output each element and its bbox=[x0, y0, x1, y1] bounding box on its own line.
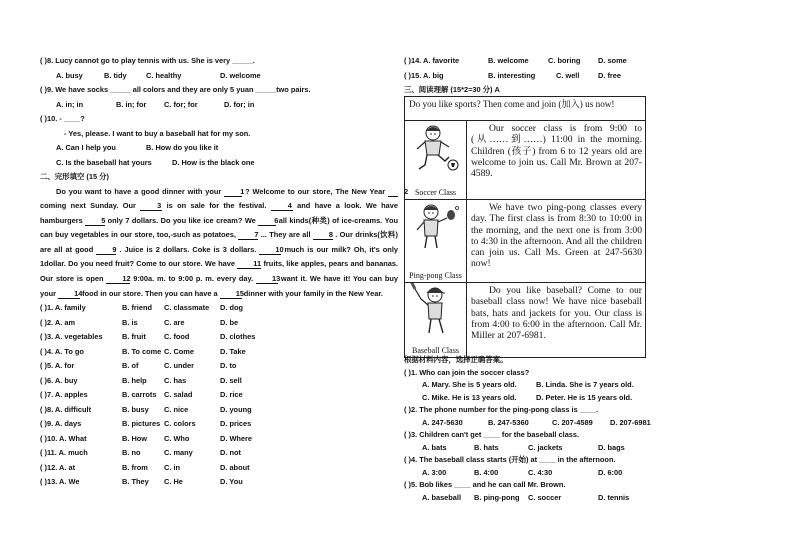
passage-text: coming next Sunday. Our bbox=[40, 201, 136, 211]
dialogue-line: - Yes, please. I want to buy a baseball hat for my son. bbox=[64, 128, 251, 138]
option-b: B. interesting bbox=[488, 70, 536, 80]
cloze-question-5 bbox=[40, 359, 398, 374]
option-a: ( )5. A. for bbox=[40, 361, 75, 371]
option-d: D. young bbox=[220, 404, 252, 414]
passage-text: only 7 dollars. Do you like ice cream? We bbox=[107, 215, 256, 225]
option-a: ( )11. A. much bbox=[40, 448, 88, 458]
option-d: D. prices bbox=[220, 419, 252, 429]
blank-6: 6 bbox=[258, 216, 276, 226]
option-d: D. tennis bbox=[598, 492, 630, 502]
passage-text: all kinds(种类) of ice-creams. You can buy vegetables in our store, too,-such as potatoes, bbox=[40, 215, 398, 240]
option-d: D. rice bbox=[220, 390, 243, 400]
option-c: C. boring bbox=[548, 56, 581, 65]
option-a: A. in; in bbox=[56, 99, 84, 109]
option-a: A. busy bbox=[56, 70, 83, 80]
option-c: C. Is the baseball hat yours bbox=[56, 157, 152, 167]
option-b: B. How do you like it bbox=[146, 143, 219, 152]
section-2-heading bbox=[40, 170, 398, 185]
question-14 bbox=[404, 54, 654, 69]
reading-question-5 bbox=[404, 479, 654, 492]
option-d: D. free bbox=[598, 70, 622, 80]
question-15 bbox=[404, 69, 654, 84]
question-stem: ( )9. We have socks _____ all colors and they are only 5 yuan _____two pairs. bbox=[40, 85, 311, 94]
passage-text: dinner with your family in the New Year. bbox=[243, 288, 383, 298]
question-stem: ( )8. Lucy cannot go to play tennis with us. She is very _____. bbox=[40, 56, 255, 65]
option-d: D. be bbox=[220, 317, 239, 327]
option-a: ( )12. A. at bbox=[40, 462, 76, 472]
cloze-question-13 bbox=[40, 475, 398, 490]
soccer-player-icon bbox=[405, 121, 465, 181]
option-a: A. bats bbox=[422, 442, 447, 452]
blank-15: 15 bbox=[220, 289, 242, 299]
table-row-baseball bbox=[405, 283, 645, 357]
option-d: D. welcome bbox=[220, 70, 261, 80]
question-stem: ( )3. Children can't get ____ for the baseball class. bbox=[404, 430, 580, 439]
option-c: C. are bbox=[164, 317, 185, 327]
option-c: C. healthy bbox=[146, 70, 182, 80]
option-a: ( )8. A. difficult bbox=[40, 404, 92, 414]
row-caption: Ping-pong Class bbox=[409, 271, 462, 280]
option-d: D. about bbox=[220, 462, 250, 472]
section-title: 三、阅读理解 (15*2=30 分) A bbox=[404, 85, 500, 94]
option-d: D. for; in bbox=[224, 99, 255, 109]
question-10-line2 bbox=[40, 127, 398, 142]
cloze-question-8 bbox=[40, 403, 398, 418]
option-d: D. 6:00 bbox=[598, 467, 623, 477]
option-d: D. Take bbox=[220, 346, 246, 356]
option-b: B. They bbox=[122, 477, 149, 487]
reading-question-list bbox=[404, 367, 654, 505]
question-stem: ( )5. Bob likes ____ and he can call Mr. Brown. bbox=[404, 480, 566, 489]
cloze-question-6 bbox=[40, 374, 398, 389]
question-stem: ( )10. - ____? bbox=[40, 114, 85, 123]
passage-text: food in our store. Then you can have a bbox=[82, 288, 218, 298]
option-a: ( )4. A. To go bbox=[40, 346, 84, 356]
passage-text: is on sale for the festival. bbox=[166, 201, 267, 211]
question-8-options bbox=[40, 69, 398, 84]
pingpong-player-icon bbox=[405, 200, 465, 260]
cloze-question-1 bbox=[40, 301, 398, 316]
reading-question-3-options bbox=[404, 442, 654, 455]
row-caption: Soccer Class bbox=[414, 188, 457, 197]
cloze-question-11 bbox=[40, 446, 398, 461]
soccer-ad-text: Our soccer class is from 9:00 to (从……到……) 11:00 in the morning. Children (孩子) from 6 to 12 years old are welcome to join us. Call Mr. Brown at 207-4589. bbox=[471, 123, 642, 180]
option-c: C. He bbox=[164, 477, 183, 487]
option-c: C. 4:30 bbox=[528, 467, 553, 477]
option-b: B. in; for bbox=[116, 99, 147, 109]
reading-question-1-options bbox=[404, 392, 654, 405]
cloze-question-10 bbox=[40, 432, 398, 447]
option-c: C. has bbox=[164, 375, 187, 385]
option-b: B. ping-pong bbox=[474, 492, 520, 502]
blank-11: 11 bbox=[237, 259, 261, 269]
option-c: C. salad bbox=[164, 390, 193, 400]
option-b: B. To come bbox=[122, 346, 162, 356]
blank-14: 14 bbox=[58, 289, 80, 299]
option-b: B. How bbox=[122, 433, 148, 443]
option-a: ( )13. A. We bbox=[40, 477, 80, 487]
option-a: ( )1. A. family bbox=[40, 303, 86, 313]
option-a: A. baseball bbox=[422, 492, 462, 502]
option-b: B. friend bbox=[122, 303, 152, 313]
option-a: ( )15. A. big bbox=[404, 70, 444, 80]
cloze-question-7 bbox=[40, 388, 398, 403]
option-b: B. help bbox=[122, 375, 147, 385]
option-c: C. Come bbox=[164, 346, 194, 356]
cloze-question-list bbox=[40, 301, 398, 490]
option-d: D. Peter. He is 15 years old. bbox=[536, 392, 633, 402]
option-b: B. hats bbox=[474, 442, 499, 452]
option-b: B. fruit bbox=[122, 332, 146, 342]
question-stem: ( )1. Who can join the soccer class? bbox=[404, 367, 530, 377]
option-a: A. 3:00 bbox=[422, 467, 447, 477]
option-c: C. Mike. He is 13 years old. bbox=[422, 392, 517, 402]
cloze-question-2 bbox=[40, 316, 398, 331]
option-a: ( )3. A. vegetables bbox=[40, 332, 103, 342]
option-c: C. under bbox=[164, 361, 194, 371]
question-stem: ( )4. The baseball class starts (开始) at ____ in the afternoon. bbox=[404, 455, 616, 464]
reading-question-1-options bbox=[404, 379, 654, 392]
baseball-ad-text: Do you like baseball? Come to our baseball class now! We have nice baseball bats, hats and jackets for you. Our class is from 4:00 to 6:00 in the afternoon. Call Mr. Miller at 207-6981. bbox=[471, 285, 642, 342]
option-d: D. Where bbox=[220, 433, 253, 443]
cloze-question-9 bbox=[40, 417, 398, 432]
passage-text: fruits, like apples, pears and bananas. Our store is open bbox=[40, 259, 398, 284]
soccer-picture bbox=[405, 121, 467, 199]
reading-question-3 bbox=[404, 429, 654, 442]
passage-text: . Juice is 2 dollars. Coke is 3 dollars. bbox=[119, 244, 257, 254]
option-a: ( )10. A. What bbox=[40, 433, 87, 443]
table-row-soccer bbox=[405, 121, 645, 200]
option-b: B. from bbox=[122, 462, 148, 472]
question-8 bbox=[40, 54, 398, 69]
option-c: C. colors bbox=[164, 419, 196, 429]
option-a: ( )14. A. favorite bbox=[404, 56, 460, 65]
option-b: B. of bbox=[122, 361, 139, 371]
blank-3: 3 bbox=[140, 201, 162, 211]
option-d: D. How is the black one bbox=[172, 157, 255, 167]
right-column-top bbox=[404, 54, 654, 98]
option-b: B. welcome bbox=[488, 56, 529, 65]
table-row-pingpong bbox=[405, 200, 645, 283]
reading-question-5-options bbox=[404, 492, 654, 505]
option-b: B. is bbox=[122, 317, 138, 327]
cloze-question-12 bbox=[40, 461, 398, 476]
option-c: C. jackets bbox=[528, 442, 563, 452]
baseball-picture bbox=[405, 283, 467, 357]
option-c: C. soccer bbox=[528, 492, 562, 502]
reading-question-4 bbox=[404, 454, 654, 467]
option-c: C. 207-4589 bbox=[552, 417, 593, 427]
passage-text: want it. We have it! You can buy your bbox=[40, 274, 398, 298]
passage-text: 9:00a. m. to 9:00 p. m. every day. bbox=[133, 274, 254, 284]
cloze-question-4 bbox=[40, 345, 398, 360]
blank-13: 13 bbox=[256, 274, 278, 284]
option-a: ( )9. A. days bbox=[40, 419, 82, 429]
option-b: B. 4:00 bbox=[474, 467, 499, 477]
option-b: B. Linda. She is 7 years old. bbox=[536, 380, 634, 389]
option-d: D. to bbox=[220, 361, 237, 371]
option-b: B. carrots bbox=[122, 390, 157, 400]
option-a: ( )7. A. apples bbox=[40, 390, 88, 400]
cloze-passage bbox=[40, 185, 409, 302]
reading-instruction bbox=[404, 354, 654, 367]
cloze-question-3 bbox=[40, 330, 398, 345]
passage-text: . Our drinks(饮料) are all at good bbox=[40, 230, 399, 254]
instruction-text: 根据材料内容，选择正确答案。 bbox=[404, 355, 508, 364]
option-a: A. 247-5630 bbox=[422, 417, 463, 427]
option-d: D. not bbox=[220, 448, 241, 458]
option-c: C. in bbox=[164, 462, 181, 472]
blank-4: 4 bbox=[271, 201, 293, 211]
passage-text: ? Welcome to our store, The New Year bbox=[245, 186, 386, 196]
option-a: ( )2. A. am bbox=[40, 317, 76, 327]
option-d: D. 207-6981 bbox=[610, 417, 651, 427]
option-b: B. pictures bbox=[122, 419, 161, 429]
reading-question-2 bbox=[404, 404, 654, 417]
blank-2: 2 bbox=[388, 187, 398, 197]
passage-text: and have a look. We have hamburgers bbox=[40, 201, 398, 225]
option-b: B. tidy bbox=[104, 70, 127, 80]
question-10-options-1 bbox=[40, 141, 398, 156]
option-c: C. food bbox=[164, 332, 190, 342]
option-b: B. no bbox=[122, 448, 141, 458]
reading-question-2-options bbox=[404, 417, 654, 430]
blank-8: 8 bbox=[313, 230, 333, 240]
section-title: 二、完形填空 (15 分) bbox=[40, 172, 109, 181]
option-d: D. clothes bbox=[220, 332, 256, 342]
option-c: C. well bbox=[556, 70, 580, 80]
reading-questions bbox=[404, 354, 654, 504]
baseball-player-icon bbox=[405, 283, 465, 337]
option-d: D. dog bbox=[220, 303, 243, 313]
question-10-options-2 bbox=[40, 156, 398, 171]
option-d: D. sell bbox=[220, 375, 242, 385]
blank-5: 5 bbox=[85, 216, 105, 226]
option-d: D. You bbox=[220, 477, 243, 487]
blank-9: 9 bbox=[96, 245, 116, 255]
option-a: A. Can I help you bbox=[56, 143, 116, 152]
question-9 bbox=[40, 83, 398, 98]
reading-question-1 bbox=[404, 367, 654, 380]
table-heading: Do you like sports? Then come and join (加入) us now! bbox=[405, 97, 645, 121]
passage-text: much is our milk? Oh, it's only 1dollar. Do you need fruit? Come to our store. We have bbox=[40, 244, 398, 269]
option-a: A. Mary. She is 5 years old. bbox=[422, 380, 517, 389]
option-c: C. nice bbox=[164, 404, 189, 414]
blank-12: 12 bbox=[106, 274, 130, 284]
option-b: B. busy bbox=[122, 404, 149, 414]
option-a: ( )6. A. buy bbox=[40, 375, 78, 385]
option-d: D. some bbox=[598, 56, 627, 65]
option-c: C. for; for bbox=[164, 99, 198, 109]
blank-1: 1 bbox=[224, 187, 242, 197]
blank-10: 10 bbox=[259, 245, 281, 255]
reading-question-4-options bbox=[404, 467, 654, 480]
passage-text: Do you want to have a good dinner with your bbox=[56, 186, 222, 196]
sports-class-table bbox=[404, 96, 646, 358]
option-d: D. bags bbox=[598, 442, 625, 452]
option-c: C. many bbox=[164, 448, 193, 458]
left-column bbox=[40, 54, 409, 490]
option-c: C. Who bbox=[164, 433, 190, 443]
passage-text: ... They are all bbox=[260, 230, 311, 240]
question-9-options bbox=[40, 98, 398, 113]
blank-7: 7 bbox=[238, 230, 258, 240]
pingpong-ad-text: We have two ping-pong classes every day. The first class is from 8:30 to 10:00 in the morning, and the next one is from 3:00 to 4:30 in the afternoon. And all the children can join us. Call Ms. Green at 247-5630 now! bbox=[471, 202, 642, 270]
option-c: C. classmate bbox=[164, 303, 210, 313]
question-10 bbox=[40, 112, 398, 127]
pingpong-picture bbox=[405, 200, 467, 282]
option-b: B. 247-5360 bbox=[488, 417, 529, 427]
question-stem: ( )2. The phone number for the ping-pong class is ____. bbox=[404, 405, 599, 414]
row-caption: Baseball Class bbox=[412, 346, 459, 355]
